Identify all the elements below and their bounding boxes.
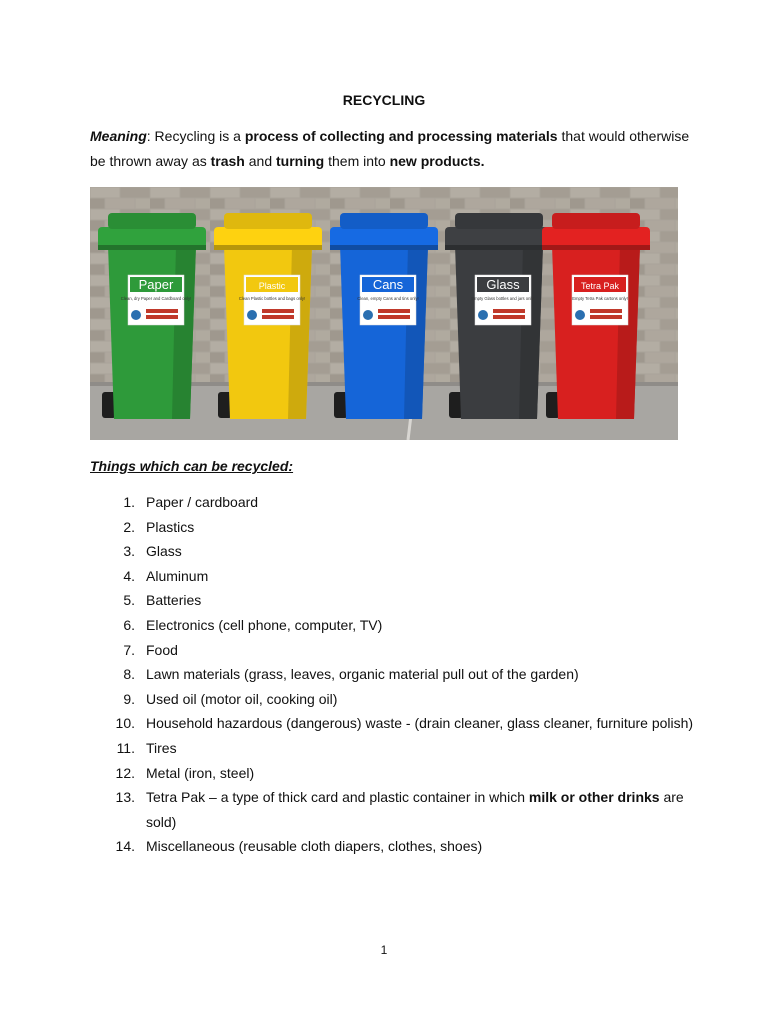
- list-item-text: Used oil (motor oil, cooking oil): [146, 690, 338, 707]
- recycling-bin: [330, 213, 438, 419]
- list-item-text: Aluminum: [146, 567, 209, 584]
- list-item: [90, 564, 690, 589]
- list-item-number: 6.: [123, 616, 135, 633]
- bin-label: Cans: [372, 277, 404, 292]
- meaning-text-1: : Recycling is a: [146, 128, 245, 144]
- list-item: [90, 834, 690, 859]
- meaning-bold-3: turning: [276, 153, 325, 169]
- list-item-number: 4.: [123, 567, 135, 584]
- list-item-text: Lawn materials (grass, leaves, organic material pull out of the garden): [146, 666, 579, 683]
- list-item-text: Food: [146, 641, 178, 658]
- list-item-number: 3.: [123, 543, 135, 560]
- bin-label-sub: Clean Plastic bottles and bags only!: [238, 296, 306, 301]
- list-item: [90, 515, 690, 540]
- list-item-text-a: Tetra Pak – a type of thick card and plastic container in which: [146, 789, 529, 806]
- list-item: [90, 785, 690, 834]
- page-title: RECYCLING: [342, 92, 426, 108]
- list-item: [90, 761, 690, 786]
- meaning-paragraph: [90, 124, 690, 174]
- list-item: [90, 687, 690, 712]
- list-item-bold: milk or other drinks: [528, 789, 660, 806]
- meaning-bold-1: process of collecting and processing materials: [244, 128, 558, 144]
- list-item-text: Miscellaneous (reusable cloth diapers, clothes, shoes): [146, 838, 483, 855]
- list-item-text: Glass: [146, 543, 182, 560]
- list-item: [90, 613, 690, 638]
- recycling-bin: [214, 213, 322, 419]
- list-item: [90, 662, 690, 687]
- list-item-number: 14.: [115, 838, 135, 855]
- recyclables-list: [90, 490, 694, 859]
- meaning-text-3: and: [244, 153, 276, 169]
- list-item-text: Plastics: [146, 518, 195, 535]
- list-item: [90, 588, 690, 613]
- page-number: 1: [380, 943, 388, 957]
- meaning-label: Meaning: [90, 128, 147, 144]
- list-item-text: Household hazardous (dangerous) waste - (drain cleaner, glass cleaner, furniture polish): [146, 715, 694, 732]
- list-item-number: 2.: [123, 518, 135, 535]
- bin-label-sub: Empty Glass bottles and jars only!: [471, 296, 535, 301]
- list-item-number: 7.: [123, 641, 135, 658]
- bins-group: [98, 213, 650, 419]
- meaning-bold-2: trash: [210, 153, 245, 169]
- list-item-number: 9.: [123, 690, 135, 707]
- list-item-number: 11.: [116, 739, 135, 756]
- things-recycled-heading: Things which can be recycled:: [90, 458, 294, 474]
- list-item-text: Electronics (cell phone, computer, TV): [146, 616, 383, 633]
- bin-label-sub: Clean, empty Cans and tins only!: [357, 296, 419, 301]
- bin-label: Plastic: [258, 281, 286, 291]
- list-item-number: 8.: [123, 666, 135, 683]
- list-item-number: 5.: [123, 592, 135, 609]
- meaning-bold-4: new products.: [389, 153, 485, 169]
- meaning-text-2: that would otherwise be thrown away as: [90, 128, 690, 169]
- list-item-number: 13.: [115, 789, 135, 806]
- list-item: [90, 711, 694, 736]
- bin-label: Tetra Pak: [580, 281, 620, 291]
- list-item-text: [146, 785, 686, 834]
- list-item-text: Tires: [146, 739, 177, 756]
- list-item-text: Metal (iron, steel): [146, 764, 255, 781]
- list-item-number: 10.: [115, 715, 135, 732]
- recycling-bins-illustration: [90, 187, 678, 440]
- recycling-bin: [542, 213, 650, 419]
- list-item-number: 12.: [115, 764, 135, 781]
- bin-label: Glass: [486, 277, 520, 292]
- list-item: [90, 490, 690, 515]
- recycling-bin: [98, 213, 206, 419]
- recycling-bin: [445, 213, 553, 419]
- list-item-number: 1.: [123, 494, 135, 510]
- recycling-bins-photo: [90, 187, 678, 440]
- meaning-text-4: them into: [324, 153, 390, 169]
- bin-label: Paper: [138, 277, 174, 292]
- list-item: [90, 539, 690, 564]
- list-item: [90, 638, 690, 663]
- list-item: [90, 736, 690, 761]
- list-item-text-b: are sold): [146, 789, 684, 830]
- bin-label-sub: Empty Tetra Pak cartons only!: [572, 296, 628, 301]
- list-item-text: Batteries: [146, 592, 202, 609]
- bin-label-sub: Clean, dry Paper and Cardboard only!: [120, 296, 192, 301]
- list-item-text: Paper / cardboard: [146, 494, 259, 510]
